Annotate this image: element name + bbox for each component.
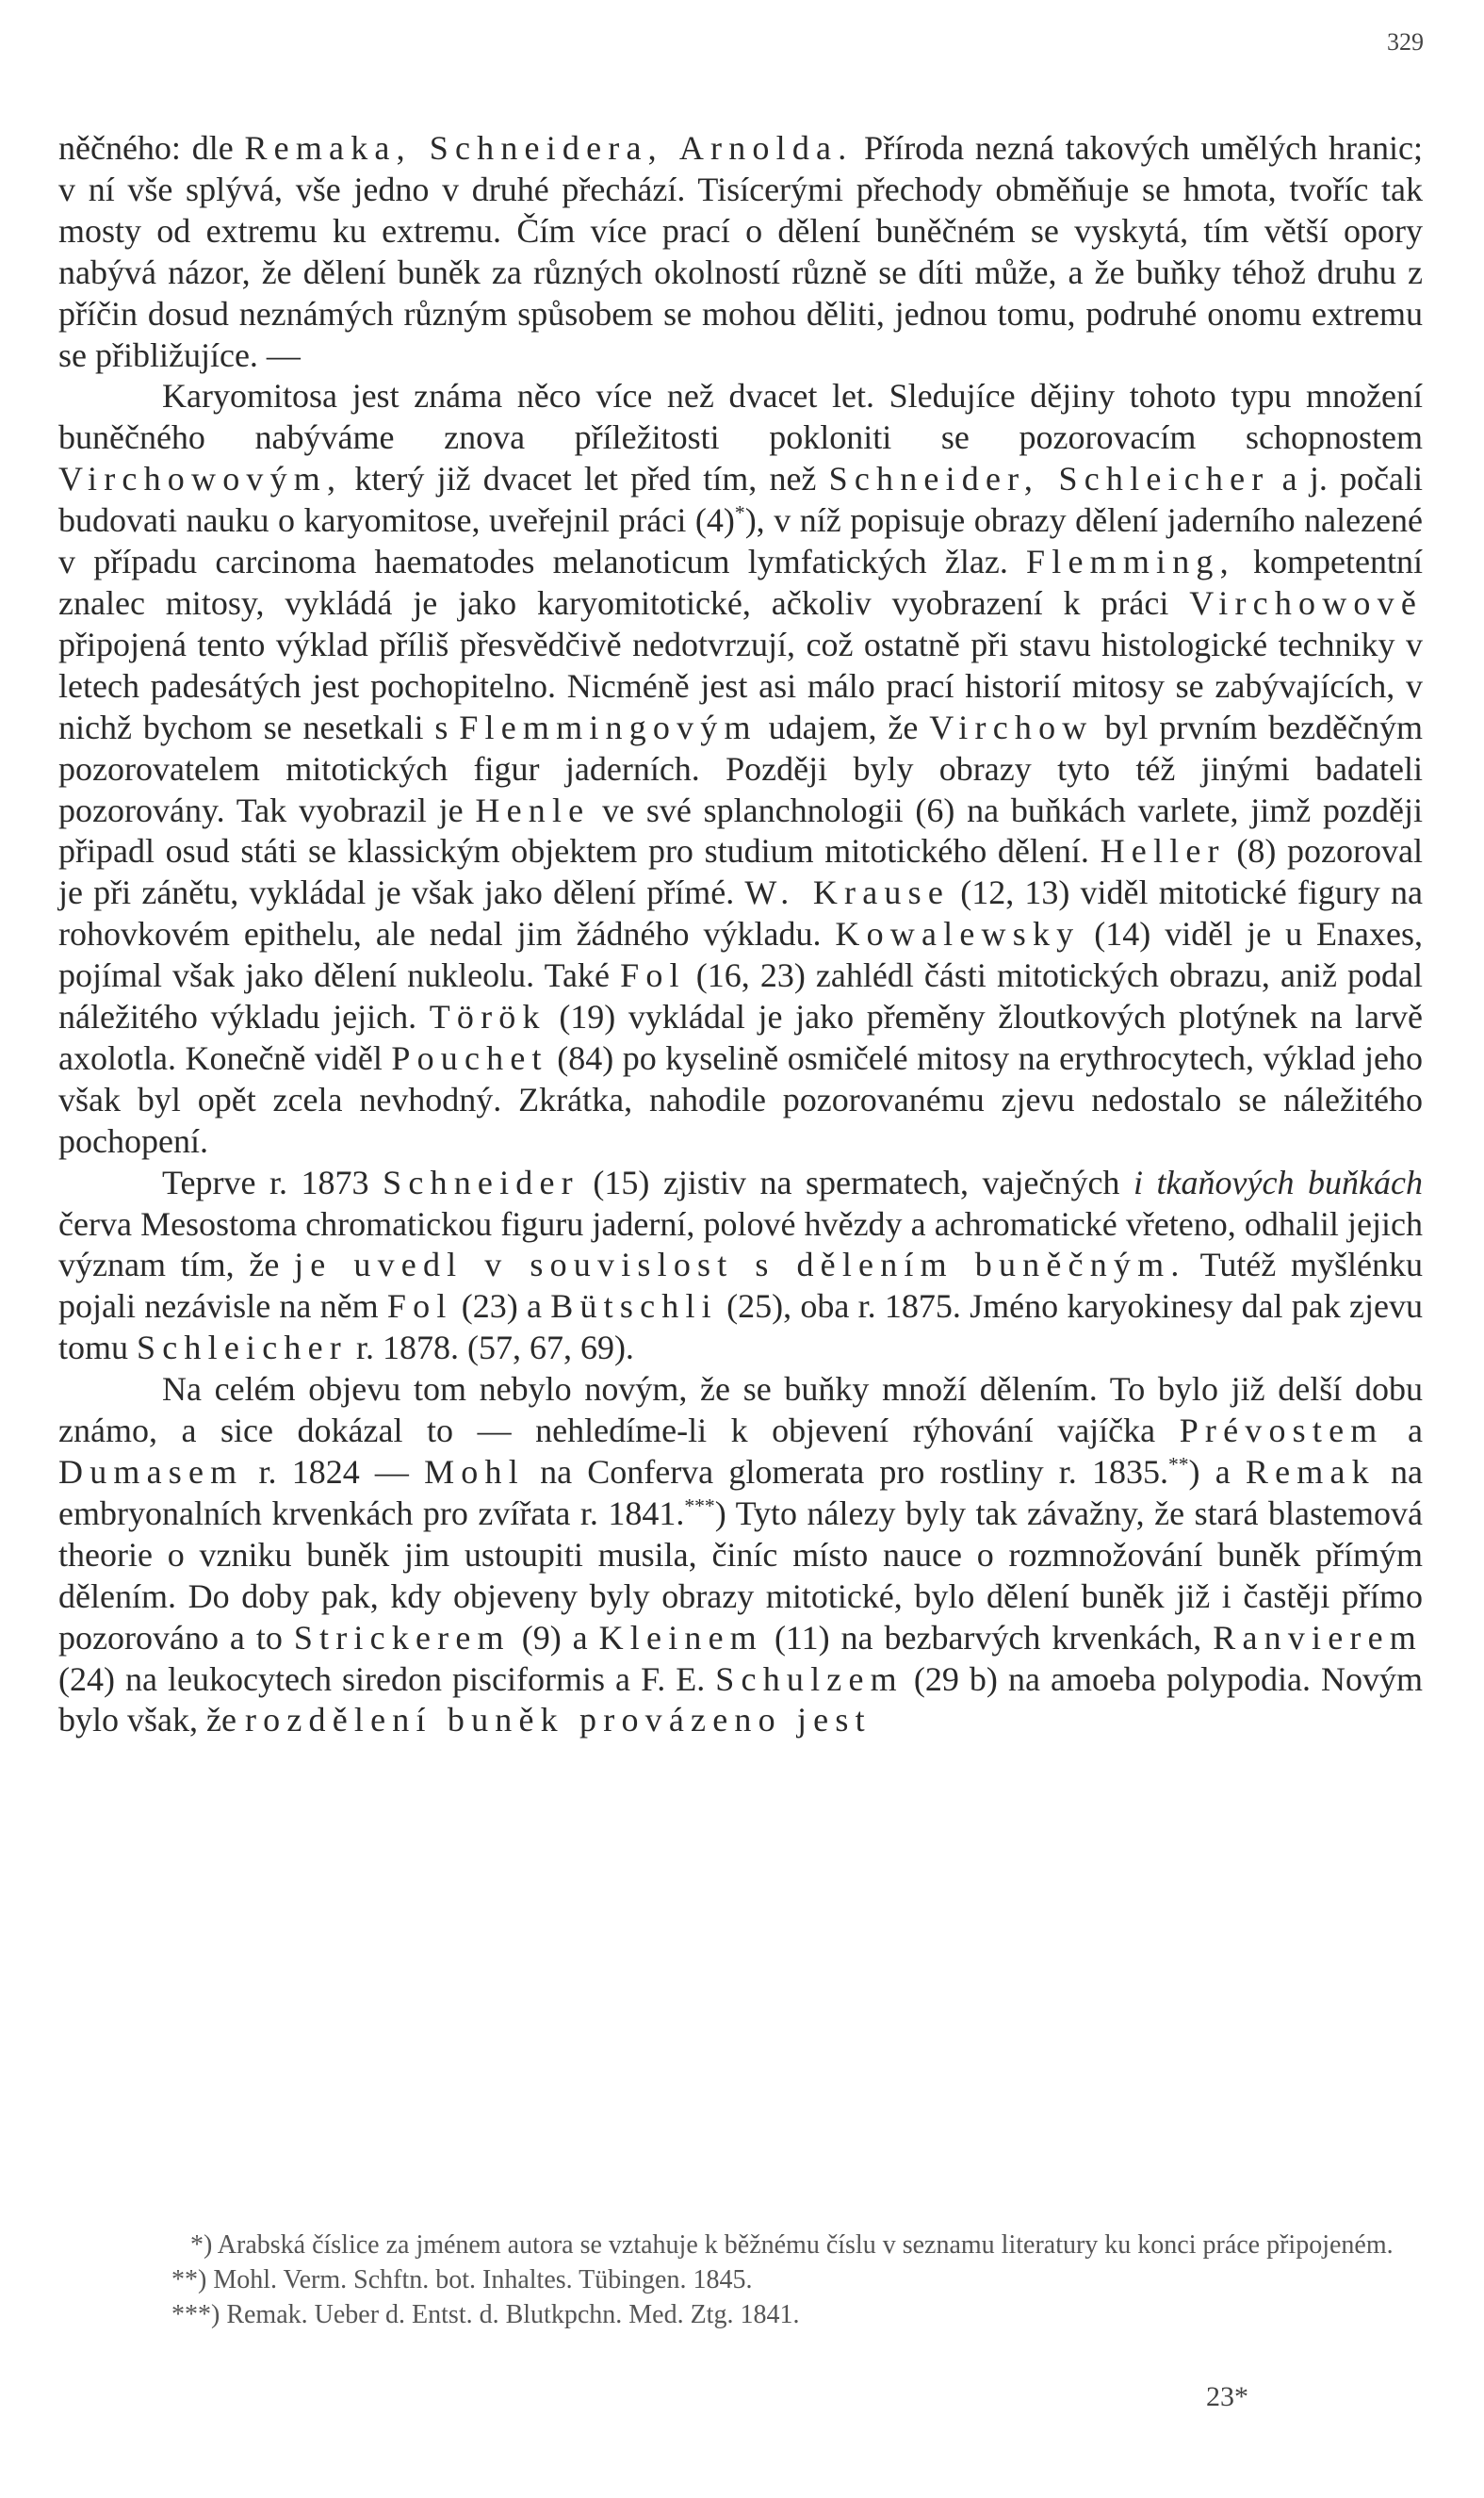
spaced-name: Flemming, bbox=[1026, 543, 1235, 581]
footnote-3: ***) Remak. Ueber d. Entst. d. Blutkpchn. Med. Ztg. 1841. bbox=[171, 2300, 800, 2329]
text-run: (29 b) na amoeba polypodia. Novým bylo však, že bbox=[58, 1659, 1423, 1739]
spaced-name: W. Krause bbox=[744, 873, 951, 912]
footnote-marker: * bbox=[734, 501, 745, 525]
paragraph-1 bbox=[58, 128, 1423, 376]
text-run: Karyomitosa jest známa něco více než dvacet let. Sledujíce dějiny tohoto typu množení buněčného nabýváme znova příležitosti pokloniti se pozorovacím schopnostem bbox=[58, 377, 1423, 457]
text-run: Tutéž myšlénku pojali nezávisle na něm bbox=[58, 1246, 1423, 1326]
spaced-name: Kowalewsky bbox=[835, 915, 1081, 954]
text-run: (15) zjistiv na spermatech, vaječných bbox=[579, 1163, 1133, 1201]
paragraph-4 bbox=[58, 1369, 1423, 1741]
spaced-name: Schleicher bbox=[137, 1329, 348, 1367]
text-run: udajem, že bbox=[757, 708, 930, 746]
text-run: (12, 13) viděl mitotické figury na rohovkovém epithelu, ale nedal jim žádného výkladu. bbox=[58, 873, 1424, 954]
spaced-name: Virchowovým, bbox=[58, 460, 343, 498]
spaced-name: Schneider, Schleicher bbox=[828, 460, 1270, 498]
text-run: byl prvním bezděčným pozorovatelem mitotických figur jaderních. Později byly obrazy tyto též jinými badateli pozorovány. Tak vyobrazil je bbox=[58, 708, 1424, 829]
spaced-name: Remaka, Schneidera, Arnolda. bbox=[244, 129, 854, 167]
footnote-2: **) Mohl. Verm. Schftn. bot. Inhaltes. Tübingen. 1845. bbox=[171, 2265, 753, 2294]
text-run: (9) a bbox=[510, 1618, 599, 1657]
spaced-name: Kleinem bbox=[598, 1618, 763, 1657]
spaced-name: Remak bbox=[1245, 1453, 1376, 1491]
page-number: 329 bbox=[1387, 28, 1424, 56]
text-run: červa Mesostoma chromatickou figuru jaderní, polové hvězdy a achromatické vřeteno, odhalil jejich význam tím, že bbox=[58, 1204, 1423, 1284]
spaced-name: Virchow bbox=[929, 708, 1094, 746]
spaced-name: Schneider bbox=[383, 1163, 579, 1201]
text-run: Teprve r. 1873 bbox=[162, 1163, 383, 1201]
spaced-emphasis: je uvedl v souvislost s dělením buněčným. bbox=[294, 1246, 1186, 1284]
paragraph-3 bbox=[58, 1163, 1423, 1370]
spaced-name: Bütschli bbox=[550, 1287, 718, 1326]
footnote-marker: ** bbox=[1167, 1453, 1189, 1476]
text-run: (24) na leukocytech siredon pisciformis a F. E. bbox=[58, 1659, 716, 1698]
text-run: (84) po kyselině osmičelé mitosy na erythrocytech, výklad jeho však byl opět zcela nevhodný. Zkrátka, nahodile pozorovanému zjevu nedostalo se náležitého pochopení. bbox=[58, 1038, 1423, 1160]
text-run: (11) na bezbarvých krvenkách, bbox=[762, 1618, 1214, 1657]
text-run: ve své splanchnologii (6) na buňkách varlete, jimž později připadl osud státi se klassickým objektem pro studium mitotického dělení. bbox=[58, 791, 1423, 871]
spaced-name: Dumasem bbox=[58, 1453, 244, 1491]
text-run: ) a bbox=[1188, 1453, 1246, 1491]
italic-text: i tkaňových buňkách bbox=[1133, 1163, 1423, 1201]
text-run: (19) vykládal je jako přeměny žloutkových plotýnek na larvě axolotla. Konečně viděl bbox=[58, 998, 1423, 1077]
spaced-name: Fol bbox=[620, 956, 686, 995]
signature-mark: 23* bbox=[1206, 2381, 1248, 2412]
spaced-name: Flemmingovým bbox=[459, 708, 758, 746]
text-run: něčného: dle bbox=[58, 129, 245, 167]
spaced-name: Heller bbox=[1100, 832, 1226, 871]
text-run: (23) a bbox=[452, 1287, 551, 1326]
spaced-name: Strickerem bbox=[293, 1618, 511, 1657]
text-run: kompetentní znalec mitosy, vykládá je jako karyomitotické, ačkoliv vyobrazení k práci bbox=[58, 543, 1423, 622]
text-run: ) Tyto nálezy byly tak závažny, že stará blastemová theorie o vzniku buněk jim ustoupiti musila, činíc místo nauce o rozmnožování buněk přímým dělením. Do doby pak, kdy objeveny byly obrazy mitotické, bylo dělení buněk již i častěji přímo pozorováno a to bbox=[58, 1494, 1423, 1657]
text-run: Příroda nezná takových umělých hranic; v ní vše splývá, vše jedno v druhé přechází. Tisícerými přechody obměňuje se hmota, tvoříc tak mosty od extremu ku extremu. Čím více prací o dělení buněčném se vyskytá, tím větší opory nabývá názor, že dělení buněk za různých okolností různě se díti může, a že buňky téhož druhu z příčin dosud neznámých různým spůsobem se mohou děliti, jednou tomu, podruhé onomu extremu se přibližujíce. — bbox=[58, 129, 1423, 374]
spaced-name: Török bbox=[429, 998, 546, 1037]
spaced-name: Prévostem bbox=[1179, 1412, 1384, 1450]
text-run: na Conferva glomerata pro rostliny r. 1835. bbox=[524, 1453, 1168, 1491]
paragraph-2 bbox=[58, 376, 1423, 1162]
text-run: a bbox=[1383, 1412, 1423, 1450]
text-run: (16, 23) zahlédl části mitotických obrazu, aniž podal náležitého výkladu jejich. bbox=[58, 956, 1423, 1037]
spaced-name: Henle bbox=[475, 791, 591, 829]
footnote-1: *) Arabská číslice za jménem autora se vztahuje k běžnému číslu v seznamu literatury ku konci práce připojeném. bbox=[190, 2230, 1394, 2260]
spaced-name: Mohl bbox=[424, 1453, 525, 1491]
spaced-emphasis: rozdělení buněk provázeno jest bbox=[244, 1701, 872, 1739]
spaced-name: Fol bbox=[386, 1287, 453, 1326]
spaced-name: Ranvierem bbox=[1213, 1618, 1423, 1657]
spaced-name: Virchowově bbox=[1189, 583, 1423, 622]
footnote-marker: *** bbox=[684, 1494, 715, 1517]
text-run: připojená tento výklad příliš přesvědčivě nedotvrzují, což ostatně při stavu histologické techniky v letech padesátých jest pochopitelno. Nicméně jest asi málo prací historií mitosy se zabývajících, v nichž bychom se nesetkali s bbox=[58, 625, 1423, 746]
text-run: ), v níž popisuje obrazy dělení jaderního nalezené v případu carcinoma haematodes melanoticum lymfatických žlaz. bbox=[58, 501, 1423, 581]
text-run: r. 1824 — bbox=[243, 1453, 425, 1491]
text-run: Na celém objevu tom nebylo novým, že se buňky množí dělením. To bylo již delší dobu známo, a sice dokázal to — nehledíme-li k objevení rýhování vajíčka bbox=[58, 1370, 1423, 1450]
spaced-name: Schulzem bbox=[715, 1659, 904, 1698]
body-text bbox=[58, 128, 1423, 1741]
text-run: (8) pozoroval je při zánětu, vykládal je však jako dělení přímé. bbox=[58, 832, 1423, 912]
text-run: (14) viděl je u Enaxes, pojímal však jako dělení nukleolu. Také bbox=[58, 915, 1423, 995]
text-run: na embryonalních krvenkách pro zvířata r. 1841. bbox=[58, 1453, 1423, 1532]
text-run: r. 1878. (57, 67, 69). bbox=[347, 1329, 634, 1367]
text-run: (25), oba r. 1875. Jméno karyokinesy dal pak zjevu tomu bbox=[58, 1287, 1423, 1367]
text-run: který již dvacet let před tím, než bbox=[342, 460, 829, 498]
spaced-name: Pouchet bbox=[391, 1038, 548, 1077]
footnotes bbox=[58, 2228, 1423, 2332]
text-run: a j. počali budovati nauku o karyomitose, uveřejnil práci (4) bbox=[58, 460, 1423, 540]
